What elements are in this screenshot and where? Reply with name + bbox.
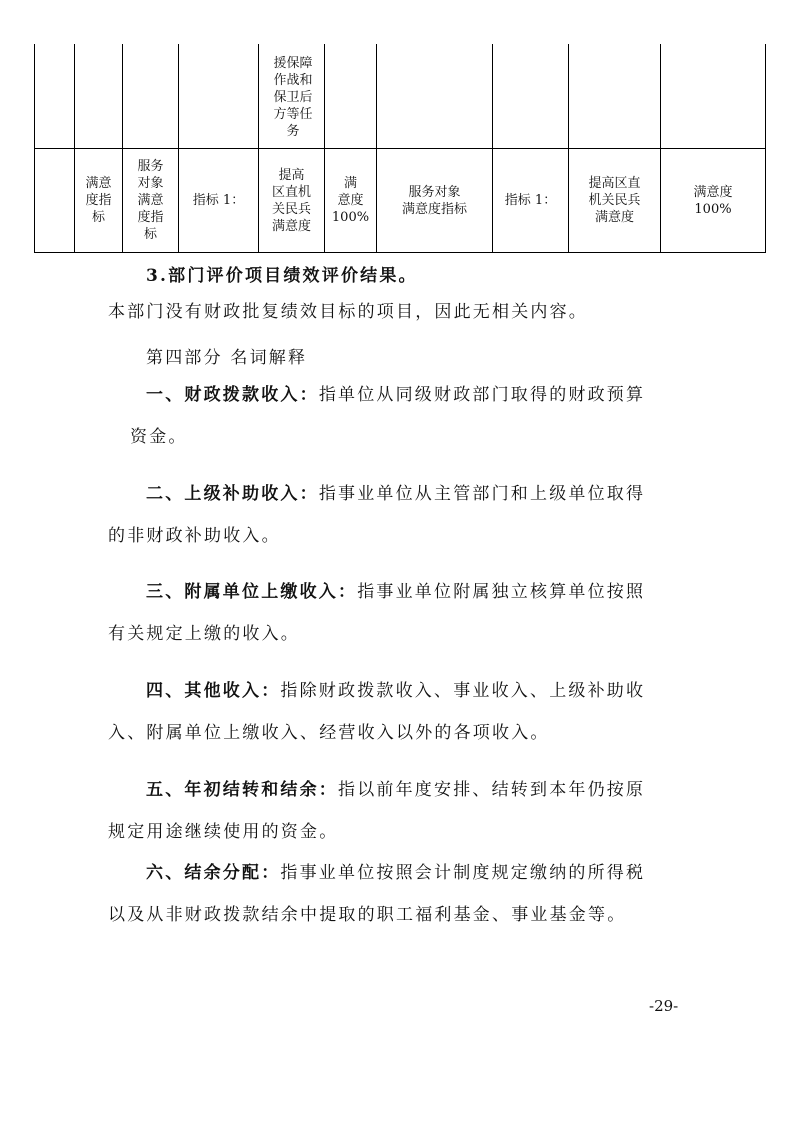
table-cell <box>35 149 75 253</box>
term-text: 指事业单位从主管部门和上级单位取得 <box>318 484 646 504</box>
level1-indicator-cell <box>75 149 123 253</box>
cell-line: 提高区直 <box>588 176 641 191</box>
table-cell <box>75 44 123 149</box>
term-text: 指单位从同级财政部门取得的财政预算 <box>318 385 646 405</box>
section-heading: 3.部门评价项目绩效评价结果。 <box>146 266 418 286</box>
table-row <box>35 149 766 253</box>
term-text: 指除财政拨款收入、事业收入、上级补助收 <box>280 681 646 701</box>
term-label: 一、财政拨款收入： <box>146 385 319 405</box>
cell-line: 满意度 <box>271 218 311 234</box>
cell-line: 100% <box>331 210 370 225</box>
table-cell <box>123 44 179 149</box>
cell-line: 满意 <box>85 176 112 191</box>
target-cell-b <box>569 149 661 253</box>
term-definition-line <box>146 861 645 885</box>
page-number: -29- <box>649 997 679 1015</box>
performance-table-fragment <box>34 44 765 254</box>
table-row <box>35 44 766 149</box>
level2-indicator-cell <box>123 149 179 253</box>
term-definition-line <box>146 580 645 604</box>
cell-line: 标 <box>91 210 105 225</box>
cell-line: 作战和 <box>273 72 313 88</box>
cell-line: 满意度指标 <box>401 201 467 217</box>
term-definition-line: 入、附属单位上缴收入、经营收入以外的各项收入。 <box>108 723 550 743</box>
level2-indicator-cell-b <box>377 149 493 253</box>
cell-line: 保卫后 <box>273 89 313 105</box>
table-cell <box>493 44 569 149</box>
cell-line: 服务 <box>137 159 164 174</box>
cell-line: 区直机 <box>271 184 311 200</box>
term-definition-line: 资金。 <box>130 427 188 447</box>
cell-line: 标 <box>143 227 157 242</box>
cell-line: 满意 <box>137 193 164 208</box>
value-cell-b <box>661 149 766 253</box>
term-label: 四、其他收入： <box>146 681 281 701</box>
cell-line: 关民兵 <box>271 201 311 217</box>
part-heading: 第四部分 名词解释 <box>146 348 308 368</box>
section-body: 本部门没有财政批复绩效目标的项目，因此无相关内容。 <box>108 302 588 322</box>
term-definition-line <box>146 482 645 506</box>
task-description-cell <box>259 44 325 149</box>
cell-line: 度指 <box>85 193 112 208</box>
term-label: 三、附属单位上缴收入： <box>146 582 358 602</box>
value-cell <box>325 149 377 253</box>
table-cell <box>35 44 75 149</box>
cell-line: 务 <box>286 123 300 139</box>
term-text: 指事业单位按照会计制度规定缴纳的所得税 <box>280 863 646 883</box>
term-definition-line <box>146 383 645 407</box>
term-label: 五、年初结转和结余： <box>146 780 338 800</box>
term-definition-line: 以及从非财政拨款结余中提取的职工福利基金、事业基金等。 <box>108 905 627 925</box>
term-label: 六、结余分配： <box>146 863 281 883</box>
table-cell <box>179 44 259 149</box>
cell-line: 援保障 <box>273 55 313 71</box>
term-definition-line: 的非财政补助收入。 <box>108 526 281 546</box>
term-definition-line <box>146 778 645 802</box>
table-cell <box>661 44 766 149</box>
term-definition-line: 有关规定上缴的收入。 <box>108 624 300 644</box>
cell-line: 服务对象 <box>408 184 461 200</box>
cell-line: 满意度 <box>594 210 634 225</box>
target-cell <box>259 149 325 253</box>
table-cell <box>377 44 493 149</box>
term-label: 二、上级补助收入： <box>146 484 319 504</box>
cell-line: 满 <box>343 176 357 191</box>
cell-line: 度指 <box>137 210 164 225</box>
cell-line: 意度 <box>337 193 364 208</box>
term-text: 指以前年度安排、结转到本年仍按原 <box>338 780 646 800</box>
indicator-cell: 指标 1： <box>179 149 259 253</box>
indicator-cell-b: 指标 1： <box>493 149 569 253</box>
table-cell <box>569 44 661 149</box>
cell-line: 机关民兵 <box>588 193 641 208</box>
cell-line: 对象 <box>137 176 164 191</box>
term-definition-line: 规定用途继续使用的资金。 <box>108 822 339 842</box>
cell-line: 满意度 <box>693 184 733 200</box>
cell-line: 提高 <box>278 167 305 183</box>
table-cell <box>325 44 377 149</box>
term-text: 指事业单位附属独立核算单位按照 <box>357 582 646 602</box>
term-definition-line <box>146 679 645 703</box>
cell-line: 方等任 <box>273 106 313 122</box>
performance-table <box>34 44 766 253</box>
cell-line: 100% <box>694 201 732 217</box>
